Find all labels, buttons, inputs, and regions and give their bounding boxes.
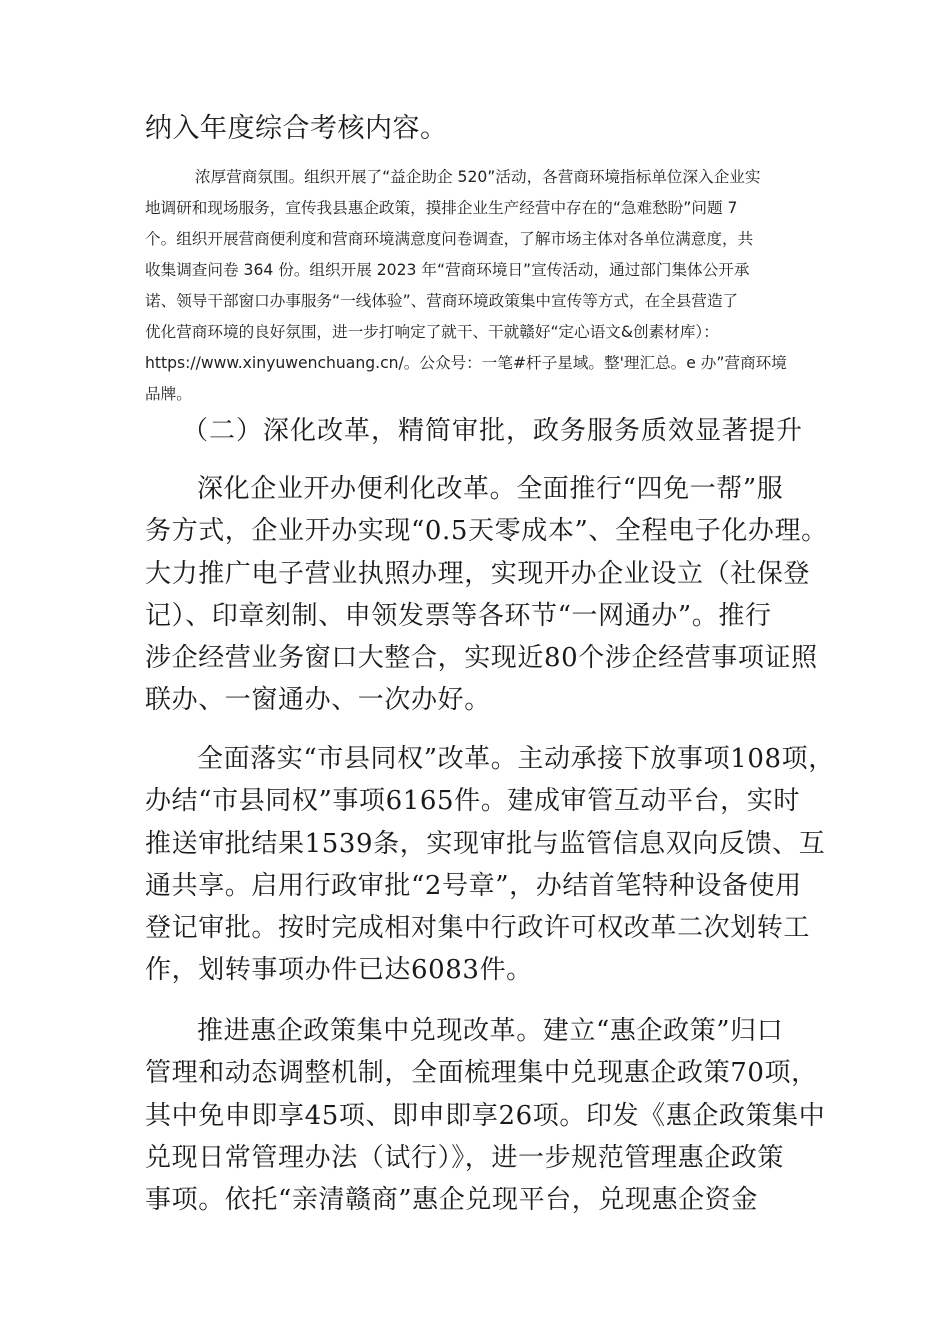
paragraph-line: 大力推广电子营业执照办理，实现开办企业设立（社保登 bbox=[145, 558, 811, 589]
paragraph-policy-redemption bbox=[145, 1010, 826, 1221]
paragraph-line: 登记审批。按时完成相对集中行政许可权改革二次划转工 bbox=[145, 913, 811, 944]
paragraph-line: 深化企业开办便利化改革。全面推行“四免一帮”服 bbox=[197, 474, 784, 504]
small-paragraph-line: 诺、领导干部窗口办事服务“一线体验”、营商环境政策集中宣传等方式，在全县营造了 bbox=[145, 292, 739, 310]
small-paragraph-line: 地调研和现场服务，宣传我县惠企政策，摸排企业生产经营中存在的“急难愁盼”问题 7 bbox=[145, 199, 738, 217]
paragraph-line: 联办、一窗通办、一次办好。 bbox=[145, 685, 491, 716]
small-paragraph-line: 收集调查问卷 364 份。组织开展 2023 年“营商环境日”宣传活动，通过部门集体公开承 bbox=[145, 261, 750, 279]
paragraph-line: 记）、印章刻制、申领发票等各环节“一网通办”。推行 bbox=[145, 600, 772, 631]
paragraph-line: 推进惠企政策集中兑现改革。建立“惠企政策”归口 bbox=[197, 1016, 784, 1046]
paragraph-line: 作，划转事项办件已达6083件。 bbox=[145, 955, 533, 986]
small-paragraph-line: 优化营商环境的良好氛围，进一步打响定了就干、干就赣好“定心语文&创素材库）： bbox=[145, 323, 719, 341]
small-paragraph-line: 品牌。 bbox=[145, 385, 192, 403]
intro-line: 纳入年度综合考核内容。 bbox=[145, 113, 448, 144]
section-heading: （二）深化改革，精简审批，政务服务质效显著提升 bbox=[182, 416, 804, 446]
paragraph-line: 管理和动态调整机制，全面梳理集中兑现惠企政策70项， bbox=[145, 1058, 818, 1089]
paragraph-line: 办结“市县同权”事项6165件。建成审管互动平台，实时 bbox=[145, 786, 800, 817]
small-paragraph-line: https://www.xinyuwenchuang.cn/。公众号：一笔#杆子星域。整'理汇总。e 办”营商环境 bbox=[145, 354, 787, 372]
small-paragraph-line: 浓厚营商氛围。组织开展了“益企助企 520”活动，各营商环境指标单位深入企业实 bbox=[195, 168, 761, 186]
paragraph-line: 推送审批结果1539条，实现审批与监管信息双向反馈、互 bbox=[145, 828, 826, 859]
small-paragraph-line: 个。组织开展营商便利度和营商环境满意度问卷调查，了解市场主体对各单位满意度，共 bbox=[145, 230, 754, 248]
paragraph-business-startup bbox=[145, 468, 828, 722]
paragraph-line: 全面落实“市县同权”改革。主动承接下放事项108项， bbox=[197, 744, 835, 774]
paragraph-line: 其中免申即享45项、即申即享26项。印发《惠企政策集中 bbox=[145, 1100, 826, 1131]
paragraph-city-county-rights bbox=[145, 738, 835, 992]
small-paragraph bbox=[145, 162, 817, 410]
paragraph-line: 兑现日常管理办法（试行）》，进一步规范管理惠企政策 bbox=[145, 1142, 785, 1173]
paragraph-line: 通共享。启用行政审批“2号章”，办结首笔特种设备使用 bbox=[145, 870, 802, 901]
paragraph-line: 事项。依托“亲清赣商”惠企兑现平台，兑现惠企资金 bbox=[145, 1185, 758, 1216]
paragraph-line: 涉企经营业务窗口大整合，实现近80个涉企经营事项证照 bbox=[145, 643, 818, 674]
paragraph-line: 务方式，企业开办实现“0.5天零成本”、全程电子化办理。 bbox=[145, 516, 828, 547]
